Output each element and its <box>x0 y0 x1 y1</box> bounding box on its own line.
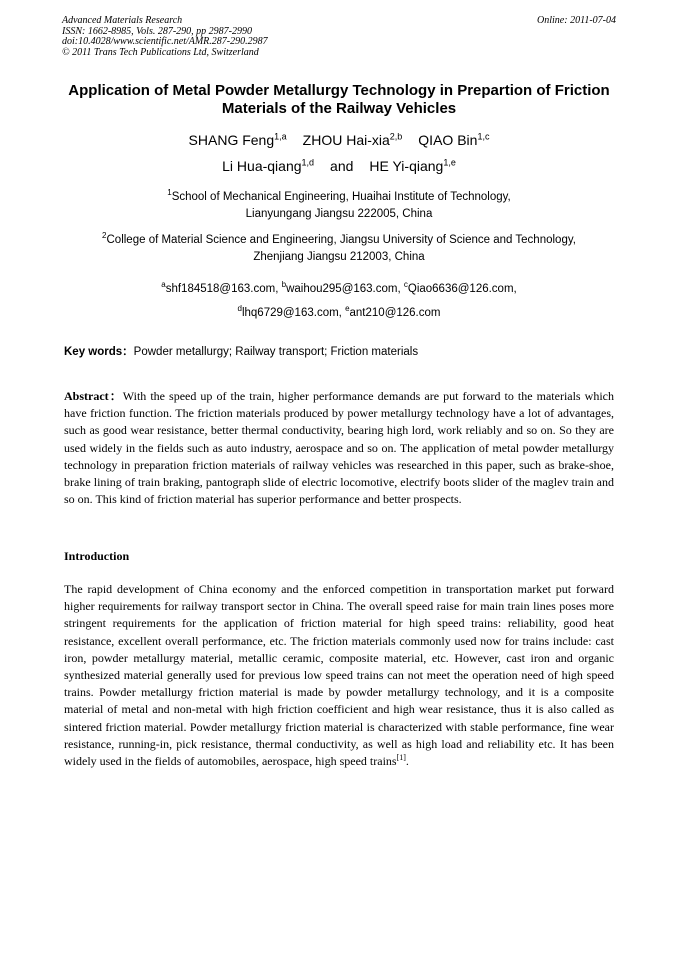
email-sup: e <box>345 304 350 314</box>
abstract <box>64 388 614 508</box>
author-name: HE Yi-qiang <box>369 158 444 174</box>
doi-line: doi:10.4028/www.scientific.net/AMR.287-290.2987 <box>62 36 268 47</box>
introduction-end: . <box>405 754 409 769</box>
email-address: shf184518@163.com, <box>165 283 279 295</box>
issn-line: ISSN: 1662-8985, Vols. 287-290, pp 2987-2990 <box>62 25 252 37</box>
keywords <box>64 345 614 360</box>
affiliation-line: Lianyungang Jiangsu 222005, China <box>245 208 433 220</box>
copyright-line: © 2011 Trans Tech Publications Ltd, Switzerland <box>62 46 259 58</box>
author-sup: 1,a <box>274 131 287 142</box>
email-address: Qiao6636@126.com, <box>407 283 517 295</box>
online-date: Online: 2011-07-04 <box>537 15 616 26</box>
author-and: and <box>330 158 354 174</box>
section-heading-introduction: Introduction <box>64 549 130 563</box>
email-line-1 <box>64 281 614 298</box>
email-line-2 <box>64 305 614 322</box>
author-name: SHANG Feng <box>188 132 275 148</box>
affiliation-1 <box>64 189 614 223</box>
citation-ref: [1] <box>396 753 406 763</box>
affiliation-line: Zhenjiang Jiangsu 212003, China <box>253 251 425 263</box>
author-sup: 1,e <box>443 157 456 168</box>
email-address: waihou295@163.com, <box>286 283 401 295</box>
author-sup: 1,c <box>477 131 490 142</box>
email-sup: a <box>161 280 166 290</box>
introduction-text: The rapid development of China economy and the enforced competition in transportation market put forward higher requirements for railway transport sector in China. The overall speed raise for main train lines poses more stringent requirements for the application of friction material for high speed trains: reliability, good heat resistance, excellent overall performance, etc. The friction materials commonly used now for trains include: cast iron, powder metallurgy material, metallic ceramic, composite material, etc. However, cast iron and organic synthesized material generally used for previous low speed trains can not meet the operation need of high speed trains. Powder metallurgy friction material is made by powder metallurgy technology, and it is a composite material of metal and non-metal with high friction coefficient and high wear resistance, thus it is also called as sintered friction material. Powder metallurgy friction material is characterized with stable performance, fine wear resistance, running-in, pick resistance, thermal conductivity, as well as high load and reliability etc. It has been widely used in the fields of automobiles, aerospace, high speed trains <box>64 582 614 769</box>
affiliation-sup: 2 <box>102 231 107 241</box>
email-sup: d <box>237 304 242 314</box>
email-address: lhq6729@163.com, <box>241 307 342 319</box>
abstract-label: Abstract： <box>64 389 123 403</box>
email-sup: b <box>281 280 287 290</box>
introduction-paragraph <box>64 581 614 770</box>
affiliation-2 <box>64 232 614 266</box>
journal-name: Advanced Materials Research <box>62 15 183 26</box>
journal-header <box>62 16 268 58</box>
author-name: QIAO Bin <box>418 132 478 148</box>
author-line-1 <box>64 131 614 149</box>
paper-title: Application of Metal Powder Metallurgy Technology in Prepartion of Friction Materials of the Railway Vehicles <box>68 82 610 117</box>
abstract-text: With the speed up of the train, higher performance demands are put forward to the materials which have friction function. The friction materials produced by power metallurgy technology have a lot of advantages, such as good wear resistance, better thermal conductivity, bearing high lord, work reliably and so on. So they are used widely in the fields such as auto industry, aerospace and so on. The application of metal powder metallurgy technology in preparation friction materials of railway vehicles was researched in this paper, such as brake-shoe, brake lining of train braking, pantograph slide of electric locomotive, electrify boots slider of the maglev train and so on. This kind of friction material has superior performance and better prospects. <box>64 389 614 507</box>
keywords-label: Key words： <box>64 346 134 358</box>
email-address: ant210@126.com <box>349 307 441 319</box>
author-line-2 <box>64 157 614 175</box>
affiliation-line: School of Mechanical Engineering, Huaihai Institute of Technology, <box>171 191 511 203</box>
author-name: Li Hua-qiang <box>222 158 302 174</box>
author-sup: 2,b <box>389 131 403 142</box>
keywords-text: Powder metallurgy; Railway transport; Friction materials <box>133 346 419 358</box>
author-name: ZHOU Hai-xia <box>302 132 390 148</box>
affiliation-line: College of Material Science and Engineering, Jiangsu University of Science and Technology, <box>106 234 576 246</box>
author-sup: 1,d <box>301 157 315 168</box>
email-sup: c <box>403 280 408 290</box>
affiliation-sup: 1 <box>167 188 172 198</box>
